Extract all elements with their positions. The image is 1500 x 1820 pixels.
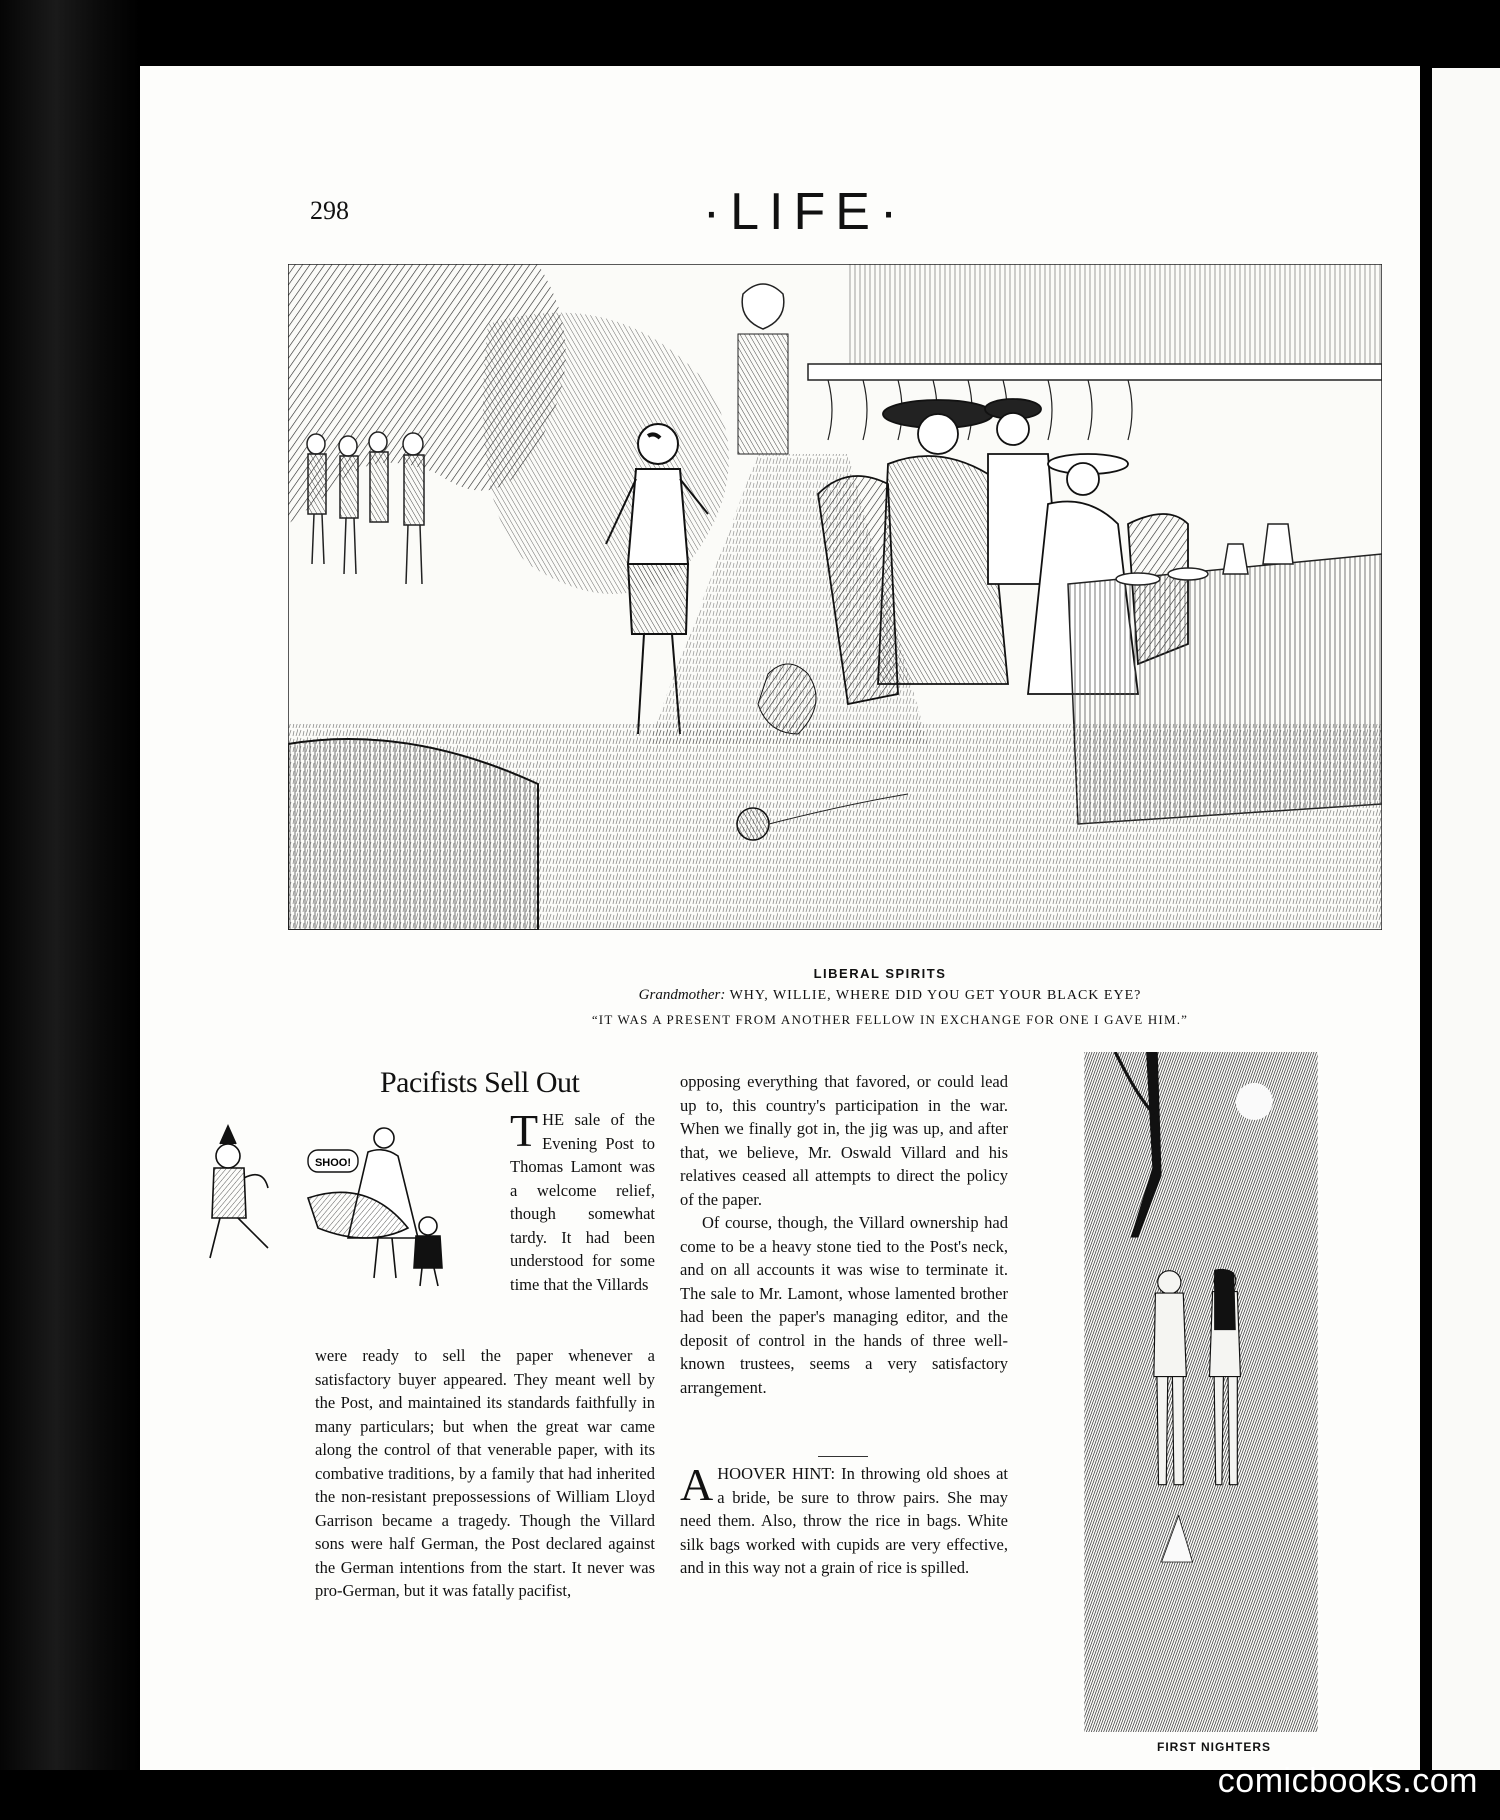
section-divider [818,1456,868,1457]
caption-speaker: Grandmother: [638,987,726,1003]
article-paragraph-1-start: HE sale of the Evening Post to Thomas Lamont was a welcome relief, though somewhat tardy. It had been understood for some time that the Villards [510,1110,655,1294]
article-vignette-illustration [188,1108,500,1298]
main-cartoon-caption-line1 [540,987,1240,1004]
side-cartoon-illustration [1050,1052,1352,1732]
hoover-hint-dropcap: A [680,1459,714,1510]
side-cartoon-caption: FIRST NIGHTERS [1156,1740,1271,1754]
garden-scene-drawing [288,264,1382,930]
article-paragraph-1-continued: were ready to sell the paper whenever a satisfactory buyer appeared. They meant well by the Post, and maintained its standards faithfully in many particulars; but when the great war came along the control of that venerable paper, with its combative traditions, by a family that had inherited the non-resistant prepossessions of William Lloyd Garrison became a tragedy. Though the Villard sons were half German, the Post declared against the German intentions from the start. It never was pro-German, but it was fatally pacifist, [315,1346,655,1600]
article-column-1-top [510,1105,655,1296]
article-paragraph-1-end: opposing everything that favored, or could lead up to, this country's participation in the war. When we finally got in, the jig was up, and after that, we believe, Mr. Oswald Villard and his relatives ceased all attempts to direct the policy of the paper. [680,1072,1008,1209]
adjacent-page-edge [1432,68,1500,1774]
masthead: ·LIFE· [702,183,908,241]
article-dropcap: T [510,1105,539,1156]
article-column-1-bottom [315,1344,655,1603]
hoover-hint-lead: HOOVER HINT: [717,1464,836,1483]
moon-shape [1236,1083,1273,1120]
article-paragraph-2: Of course, though, the Villard ownership had come to be a heavy stone tied to the Post's neck, and on all accounts it was wise to terminate it. The sale to Mr. Lamont, whose lamented brother had been the paper's managing editor, and the deposit of control in the hands of three well-known trustees, seems a very satisfactory arrangement. [680,1213,1008,1397]
main-cartoon-caption-line2: “IT WAS A PRESENT FROM ANOTHER FELLOW IN EXCHANGE FOR ONE I GAVE HIM.” [591,1012,1189,1027]
vignette-speech-label: SHOO! [314,1157,352,1169]
main-cartoon-illustration [288,264,1382,930]
watermark: comicbooks.com [1217,1762,1478,1800]
vignette-drawing [188,1108,500,1298]
hoover-hint-text: In throwing old shoes at a bride, be sure to throw pairs. She may need them. Also, throw the rice in bags. White silk bags worked with cupids are very effective, and in this way not a grain of rice is spilled. [680,1464,1009,1577]
main-cartoon-title: LIBERAL SPIRITS [813,966,947,981]
first-nighters-drawing [1050,1052,1352,1732]
hoover-hint-column [680,1459,1009,1580]
article-title: Pacifists Sell Out [380,1066,580,1099]
scan-border-left [0,0,140,1820]
page-number: 298 [310,196,349,225]
caption-question: WHY, WILLIE, WHERE DID YOU GET YOUR BLACK EYE? [729,988,1142,1003]
article-column-2 [680,1070,1008,1399]
